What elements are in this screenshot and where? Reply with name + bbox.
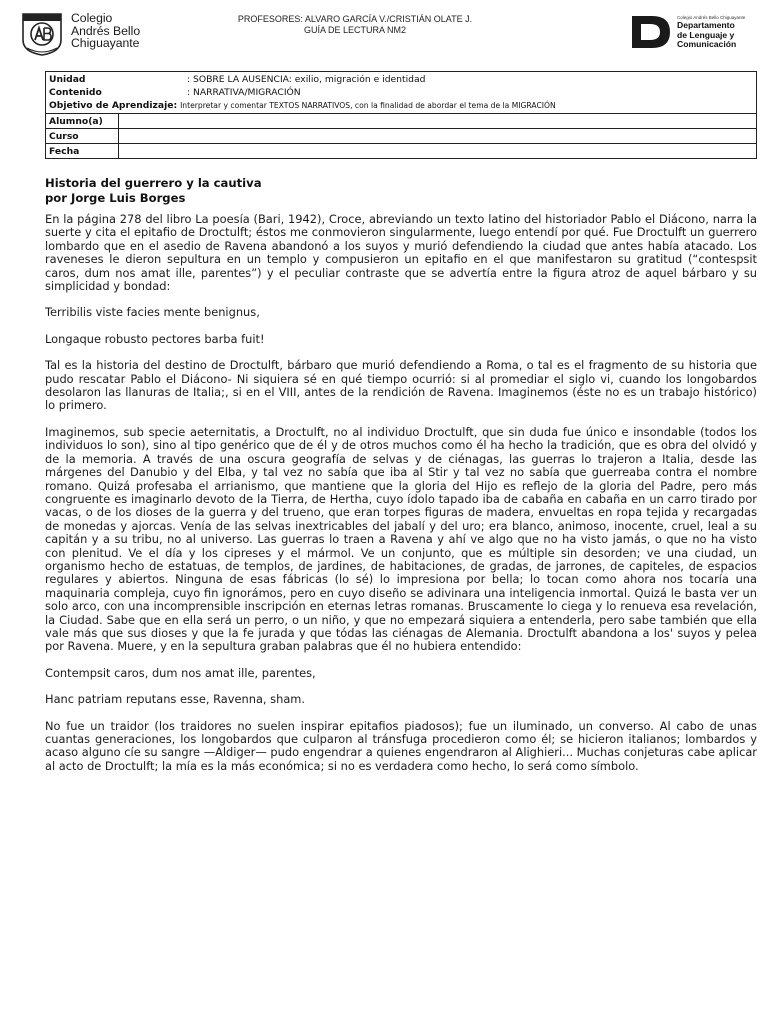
unidad-row [49, 73, 753, 86]
contenido-value: : NARRATIVA/MIGRACIÓN [187, 87, 301, 98]
school-seal-icon [20, 10, 64, 56]
paragraph: No fue un traidor (los traidores no suelen inspirar epitafios piadosos); fue un iluminado, un converso. Al cabo de unas cuantas generaciones, los longobardos que culparon al tránsfuga procedieron como él; se hicieron italianos; lombardos y acaso alguno cíe su sangre —Aldiger— pudo engendrar a quienes engendraron al Alighieri... Muchas conjeturas cabe aplicar al acto de Droctulft; la mía es la más económica; si no es verdadera como hecho, lo será como símbolo. [45, 718, 757, 773]
objetivo-value: Interpretar y comentar TEXTOS NARRATIVOS, con la finalidad de abordar el tema de la MIGRACIÓN [180, 101, 556, 110]
fecha-row [46, 144, 757, 159]
paragraph: Imaginemos, sub specie aeternitatis, a Droctulft, no al individuo Droctulft, que sin duda fue único e insondable (todos los individuos lo son), sino al tipo genérico que de él y de otros muchos como él ha hecho la tradición, que es obra del olvidó y de la memoria. A través de una oscura geografía de selvas y de ciénagas, las guerras lo trajeron a Italia, desde las márgenes del Danubio y del Elba, y tal vez no sabía que iba al Stir y tal vez no sabía que guerreaba contra el nombre romano. Quizá profesaba el arrianismo, que mantiene que la gloria del Hijo es reflejo de la gloria del Padre, pero más congruente es imaginarlo devoto de la Tierra, de Hertha, cuyo ídolo tapado iba de cabaña en cabaña en un carro tirado por vacas, o de los dioses de la guerra y del trueno, que eran torpes figuras de madera, envueltas en ropa tejida y recargadas de monedas y ajorcas. Venía de las selvas inextricables del jabalí y del uro; era blanco, animoso, inocente, cruel, leal a su capitán y a su tribu, no al universo. Las guerras lo traen a Ravena y ahí ve algo que no ha visto jamás, o que no ha visto con plenitud. Ve el día y los cipreses y el mármol. Ve un conjunto, que es múltiple sin desorden; ve una ciudad, un organismo hecho de estatuas, de templos, de jardines, de habitaciones, de gradas, de jarrones, de capiteles, de espacios regulares y abiertos. Ninguna de esas fábricas (lo sé) lo impresiona por bella; lo tocan como ahora nos tocaría una maquinaria compleja, cuyo fin ignorámos, pero en cuyo diseño se adivinara una inteligencia inmortal. Quizá le basta ver un solo arco, con una incomprensible inscripción en eternas letras romanas. Bruscamente lo ciega y lo renueva esa revelación, la Ciudad. Sabe que en ella será un perro, o un niño, y que no empezará siquiera a entenderla, pero sabe también que ella vale más que sus dioses y que la fe jurada y que tódas las ciénagas de Alemania. Droctulft abandona a los' suyos y pelea por Ravena. Muere, y en la sepultura graban palabras que él no hubiera entendido: [45, 424, 757, 654]
paragraph: Tal es la historia del destino de Droctulft, bárbaro que murió defendiendo a Roma, o tal es el fragmento de su historia que pudo rescatar Pablo el Diácono- Ni siquiera sé en qué tiempo ocurrió: si al promediar el siglo vi, cuando los longobardos desolaron las llanuras de Italia;, si en el VIII, antes de la rendición de Ravena. Imaginemos (éste no es un trabajo histórico) lo primero. [45, 358, 757, 413]
unidad-label: Unidad [49, 74, 86, 85]
verse-line: Terribilis viste facies mente benignus, [45, 305, 260, 320]
fecha-label: Fecha [46, 144, 119, 159]
info-table [45, 71, 757, 159]
school-logo [20, 10, 180, 58]
department-name-line: Departamento [677, 20, 735, 30]
objetivo-label: Objetivo de Aprendizaje: [49, 100, 178, 111]
alumno-field[interactable] [119, 114, 757, 129]
department-name [677, 21, 736, 50]
curso-row [46, 129, 757, 144]
school-name-line: Chiguayante [71, 36, 140, 50]
title-line: Historia del guerrero y la cautiva [45, 176, 262, 190]
unidad-value: : SOBRE LA AUSENCIA: exilio, migración e identidad [187, 74, 426, 85]
verse-line: Longaque robusto pectores barba fuit! [45, 331, 265, 346]
department-d-icon [630, 14, 672, 50]
header-center [190, 14, 520, 36]
department-school-small: Colegio Andrés Bello Chiguayante [677, 15, 746, 20]
school-name [71, 12, 140, 50]
department-logo [630, 12, 766, 52]
contenido-row [49, 86, 753, 99]
alumno-label: Alumno(a) [46, 114, 119, 129]
department-name-line: de Lenguaje y [677, 29, 735, 40]
alumno-row [46, 114, 757, 129]
verse-line: Contempsit caros, dum nos amat ille, parentes, [45, 665, 316, 680]
verse-line: Hanc patriam reputans esse, Ravenna, sham. [45, 692, 306, 707]
objetivo-row [49, 99, 753, 112]
contenido-label: Contenido [49, 87, 102, 98]
curso-label: Curso [46, 129, 119, 144]
school-name-line: Andrés Bello [71, 23, 141, 38]
curso-field[interactable] [119, 129, 757, 144]
paragraph: En la página 278 del libro La poesía (Bari, 1942), Croce, abreviando un texto latino del historiador Pablo el Diácono, narra la suerte y cita el epitafio de Droctulft; éstos me conmovieron singularmente, luego entendí por qué. Fue Droctulft un guerrero lombardo que en el asedio de Ravena abandonó a los suyos y murió defendiendo la ciudad que antes había atacado. Los raveneses le dieron sepultura en un templo y compusieron un epitafio en el que manifestaron su gratitud (“contespsit caros, dum nos amat ille, parentes”) y el peculiar contraste que se advertía entre la figura atroz de aquel bárbaro y su simplicidad y bondad: [45, 212, 757, 294]
reading-body [45, 213, 757, 786]
professors-line: PROFESORES: ALVARO GARCÍA V./CRISTIÁN OLATE J. [237, 14, 473, 24]
department-name-line: Comunicación [677, 39, 737, 50]
reading-title [45, 176, 262, 205]
fecha-field[interactable] [119, 144, 757, 159]
info-header-block [46, 72, 757, 114]
guide-title: GUÍA DE LECTURA NM2 [303, 25, 407, 35]
school-name-line: Colegio [71, 11, 113, 25]
author-line: por Jorge Luis Borges [45, 190, 186, 205]
